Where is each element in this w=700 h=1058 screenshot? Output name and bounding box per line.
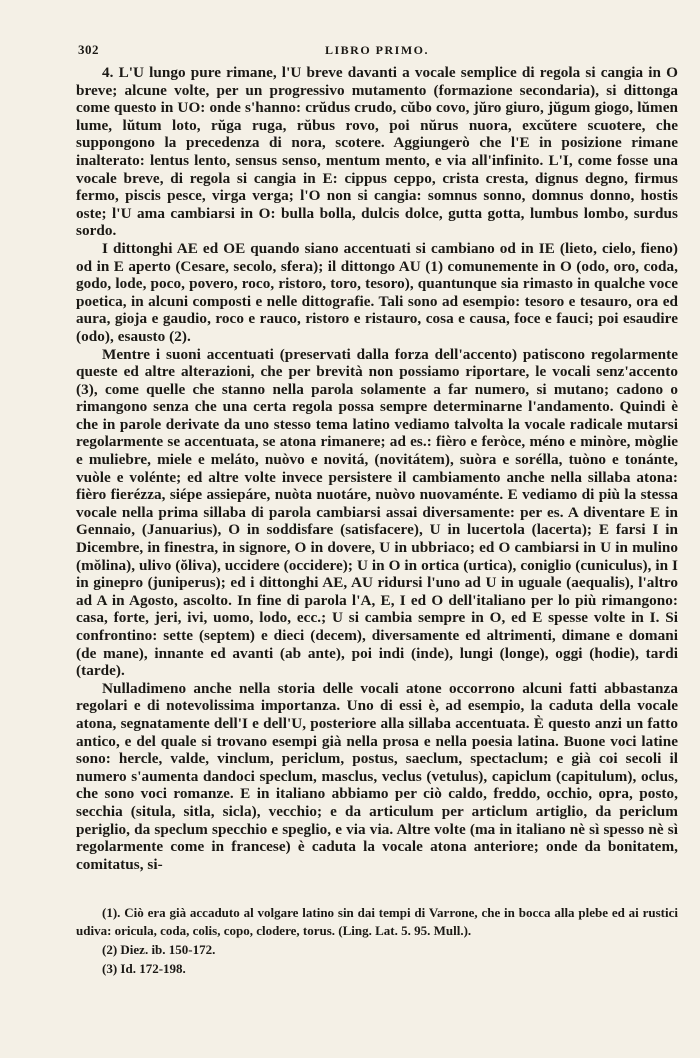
paragraph: Mentre i suoni accentuati (preservati dalla forza dell'accento) patiscono regolarmente queste ed altre alterazioni, che per brevità non possiamo riportare, le vocali senz'accento (3), come quelle che stanno nella parola solamente a far numero, si mutano; cadono o rimangono senza che una certa regola possa sempre determinarne l'andamento. Quindi è che in parole derivate da uno stesso tema latino vediamo talvolta la vocale radicale mutarsi regolarmente se accentuata, se atona rimanere; ad es.: fièro e feròce, méno e minòre, mòglie e muliebre, miele e meláto, nuòvo e novitá, (novitátem), suòra e sorélla, tuòno e tonánte, vuòle e volénte; ed altre volte invece persistere il cambiamento anche nella sillaba atona: fièro fierézza, siépe assiepáre, nuòta nuotáre, nuòvo nuovaménte. E vediamo di più la stessa vocale nella prima sillaba di parola cambiarsi assai diversamente: per es. A diventare E in Gennaio, (Januarius), O in soddisfare (satisfacere), U in lucertola (lacerta); E farsi I in Dicembre, in finestra, in signore, O in dovere, U in ubbriaco; ed O cambiarsi in U in mulino (mŏlina), ulivo (ŏliva), uccidere (occidere); U in O in ortica (urtica), coniglio (cuniculus), in I in ginepro (juniperus); ed i dittonghi AE, AU ridursi l'uno ad U in uguale (aequalis), l'altro ad A in Agosto, ascolto. In fine di parola l'A, E, I ed O dell'italiano per lo più rimangono: casa, forte, jeri, ivi, uomo, lodo, ecc.; U si cambia sempre in O, ed E spesse volte in I. Si confrontino: sette (septem) e dieci (decem), diversamente ed altrimenti, dimane e domani (de mane), innante ed avanti (ab ante), poi indi (inde), lungi (longe), oggi (hodie), tardi (tarde). <box>76 345 678 680</box>
body-text <box>76 64 678 873</box>
footnote: (2) Diez. ib. 150-172. <box>102 942 216 957</box>
book-page <box>76 40 678 873</box>
page-number: 302 <box>78 42 99 57</box>
paragraph: Nulladimeno anche nella storia delle vocali atone occorrono alcuni fatti abbastanza regolari e di notevolissima importanza. Uno di essi è, ad esempio, la caduta della vocale atona, segnatamente dell'I e dell'U, posteriore alla sillaba accentuata. È questo anzi un fatto antico, e del quale si trovano esempi già nella prosa e nella poesia latina. Buone voci latine sono: hercle, valde, vinclum, periclum, postus, saeclum, spectaclum; e già coi secoli il numero s'aumenta dandoci speclum, masclus, veclus (vetulus), capiclum (capitulum), oclus, che sono voci romanze. E in italiano abbiamo per ciò caldo, freddo, occhio, opra, posto, secchia (situla, sitla, sicla), vecchio; e da articulum per articlum artiglio, da periclum periglio, da speclum specchio e speglio, e via via. Altre volte (ma in italiano nè sì spesso nè sì regolarmente come in francese) è caduta la vocale atona anteriore; onde da bonitatem, comitatus, si- <box>76 679 678 873</box>
footnote: (3) Id. 172-198. <box>102 961 186 976</box>
paragraph: 4. L'U lungo pure rimane, l'U breve davanti a vocale semplice di regola si cangia in O breve; alcune volte, per un progressivo mutamento (formazione secondaria), si dittonga come questo in UO: onde s'hanno: crŭdus crudo, cŭbo covo, jŭro giuro, jŭgum giogo, lŭmen lume, lŭtum loto, rŭga ruga, rŭbus rovo, poi nŭrus nuora, excŭtere scuotere, che suppongono la precedenza di nora, scotere. Aggiungerò che l'E in posizione rimane inalterato: lentus lento, sensus senso, mentum mento, e via all'infinito. L'I, come fosse una vocale breve, di regola si cangia in E: cippus ceppo, crista cresta, dignus degno, firmus fermo, piscis pesce, virga verga; l'O non si cangia: somnus sonno, domnus donno, hostis oste; l'U ama cambiarsi in O: bulla bolla, dulcis dolce, gutta gotta, lumbus lombo, surdus sordo. <box>76 64 678 240</box>
footnote: (1). Ciò era già accaduto al volgare latino sin dai tempi di Varrone, che in bocca alla plebe ed ai rustici udiva: oricula, coda, colis, copo, clodere, torus. (Ling. Lat. 5. 95. Mull.). <box>76 905 678 938</box>
page-header <box>76 40 678 62</box>
footnotes <box>76 904 678 979</box>
paragraph: I dittonghi AE ed OE quando siano accentuati si cambiano od in IE (lieto, cielo, fieno) od in E aperto (Cesare, secolo, sfera); il dittongo AU (1) comunemente in O (odo, oro, coda, godo, lode, poco, povero, roco, ristoro, toro, tesoro), quantunque sia rimasto in qualche voce poetica, in alcuni composti e nelle dittografie. Tali sono ad esempio: tesoro e tesauro, ora ed aura, gioja e gaudio, roco e rauco, ristoro e ristauro, cosa e causa, foce e fauci; poi esaudire (odo), esausto (2). <box>76 239 678 345</box>
running-title: LIBRO PRIMO. <box>324 43 429 57</box>
